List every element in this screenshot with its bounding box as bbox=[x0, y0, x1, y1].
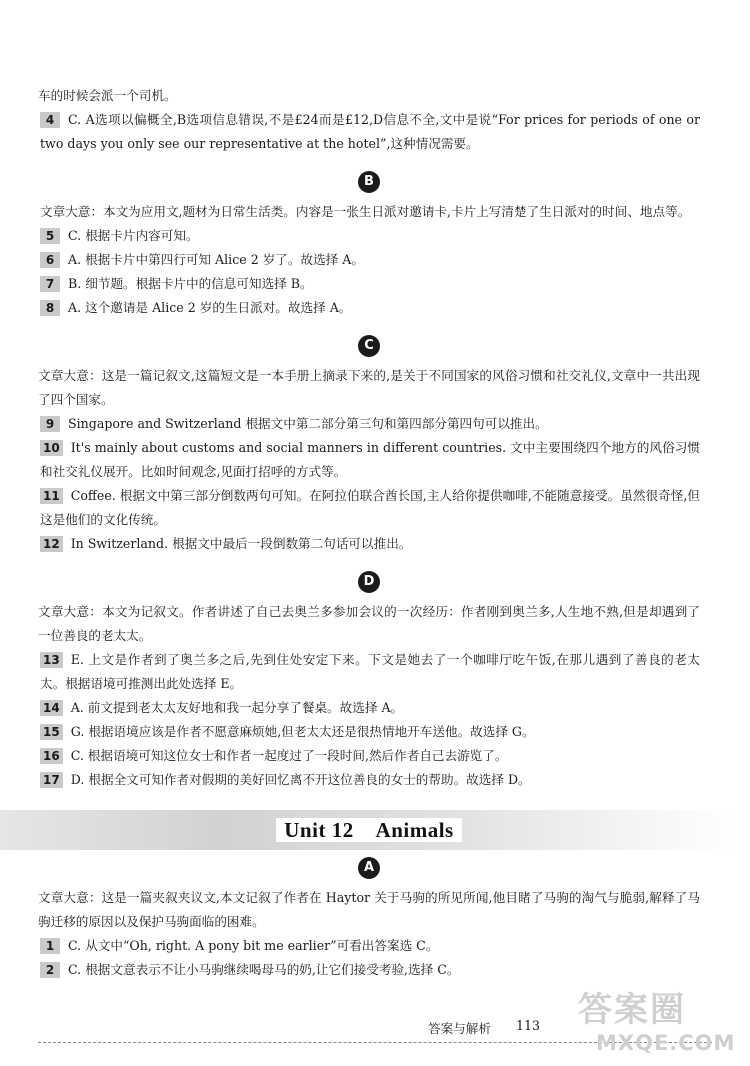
section-d-heading bbox=[38, 570, 700, 594]
answer-12 bbox=[38, 532, 700, 556]
question-number-17: 17 bbox=[40, 772, 63, 788]
question-number-12: 12 bbox=[40, 536, 63, 552]
question-number-7: 7 bbox=[40, 276, 60, 292]
answer-10-text: It's mainly about customs and social manners in different countries. 文中主要围绕四个地方的风俗习惯和社交礼仪展开。比如时间观念,见面打招呼的方式等。 bbox=[40, 440, 700, 479]
document-body bbox=[38, 84, 700, 982]
answer-15-text: G. 根据语境应该是作者不愿意麻烦她,但老太太还是很热情地开车送他。故选择 G。 bbox=[70, 724, 535, 739]
answer-5 bbox=[38, 224, 700, 248]
answer-13-text: E. 上文是作者到了奥兰多之后,先到住处安定下来。下文是她去了一个咖啡厅吃午饭,在那儿遇到了善良的老太太。根据语境可推测出此处选择 E。 bbox=[40, 652, 700, 691]
unit-section-a-heading bbox=[38, 856, 700, 880]
unit-question-number-2: 2 bbox=[40, 962, 60, 978]
answer-5-text: C. 根据卡片内容可知。 bbox=[68, 228, 199, 243]
footer-label: 答案与解析 bbox=[428, 1021, 491, 1036]
unit-title-text: Unit 12 Animals bbox=[276, 818, 461, 842]
unit-section-a-summary: 文章大意：这是一篇夹叙夹议文,本文记叙了作者在 Haytor 关于马驹的所见所闻,他目睹了马驹的淘气与脆弱,解释了马驹迁移的原因以及保护马驹面临的困难。 bbox=[38, 890, 700, 929]
section-d-summary: 文章大意：本文为记叙文。作者讲述了自己去奥兰多参加会议的一次经历：作者刚到奥兰多,人生地不熟,但是却遇到了一位善良的老太太。 bbox=[38, 604, 700, 643]
answer-10 bbox=[38, 436, 700, 484]
question-number-4: 4 bbox=[40, 112, 60, 128]
question-number-14: 14 bbox=[40, 700, 63, 716]
answer-8 bbox=[38, 296, 700, 320]
question-number-8: 8 bbox=[40, 300, 60, 316]
answer-4 bbox=[38, 108, 700, 156]
answer-7 bbox=[38, 272, 700, 296]
question-number-15: 15 bbox=[40, 724, 63, 740]
section-badge-c: C bbox=[358, 335, 380, 357]
question-number-5: 5 bbox=[40, 228, 60, 244]
question-number-10: 10 bbox=[40, 440, 63, 456]
section-badge-a: A bbox=[358, 857, 380, 879]
watermark-line-1: 答案圈 bbox=[578, 990, 686, 1030]
answer-17-text: D. 根据全文可知作者对假期的美好回忆离不开这位善良的女士的帮助。故选择 D。 bbox=[70, 772, 531, 787]
unit-answer-2-text: C. 根据文意表示不让小马驹继续喝母马的奶,让它们接受考验,选择 C。 bbox=[68, 962, 460, 977]
question-number-13: 13 bbox=[40, 652, 63, 668]
watermark-logo bbox=[578, 990, 743, 1060]
question-number-16: 16 bbox=[40, 748, 63, 764]
section-c-summary: 文章大意：这是一篇记叙文,这篇短文是一本手册上摘录下来的,是关于不同国家的风俗习惯和社交礼仪,文章中一共出现了四个国家。 bbox=[38, 368, 700, 407]
answer-9 bbox=[38, 412, 700, 436]
question-number-6: 6 bbox=[40, 252, 60, 268]
answer-12-text: In Switzerland. 根据文中最后一段倒数第二句话可以推出。 bbox=[70, 536, 412, 551]
section-badge-d: D bbox=[358, 571, 380, 593]
answer-16-text: C. 根据语境可知这位女士和作者一起度过了一段时间,然后作者自己去游览了。 bbox=[70, 748, 508, 763]
section-c-heading bbox=[38, 334, 700, 358]
answer-6 bbox=[38, 248, 700, 272]
answer-6-text: A. 根据卡片中第四行可知 Alice 2 岁了。故选择 A。 bbox=[68, 252, 364, 267]
unit-title bbox=[0, 818, 738, 843]
question-number-9: 9 bbox=[40, 416, 60, 432]
answer-11 bbox=[38, 484, 700, 532]
answer-14 bbox=[38, 696, 700, 720]
answer-11-text: Coffee. 根据文中第三部分倒数两句可知。在阿拉伯联合酋长国,主人给你提供咖啡,不能随意接受。虽然很奇怪,但这是他们的文化传统。 bbox=[40, 488, 700, 527]
unit-heading-band bbox=[0, 810, 738, 850]
section-b-summary: 文章大意：本文为应用文,题材为日常生活类。内容是一张生日派对邀请卡,卡片上写清楚了生日派对的时间、地点等。 bbox=[40, 204, 691, 219]
answer-9-text: Singapore and Switzerland 根据文中第二部分第三句和第四部分第四句可以推出。 bbox=[68, 416, 548, 431]
question-number-11: 11 bbox=[40, 488, 63, 504]
watermark-line-2: MXQE.COM bbox=[596, 1031, 736, 1055]
answer-17 bbox=[38, 768, 700, 792]
continued-paragraph: 车的时候会派一个司机。 bbox=[38, 88, 177, 103]
answer-15 bbox=[38, 720, 700, 744]
unit-answer-2 bbox=[38, 958, 700, 982]
answer-7-text: B. 细节题。根据卡片中的信息可知选择 B。 bbox=[68, 276, 313, 291]
answer-4-text: C. A选项以偏概全,B选项信息错误,不是£24而是£12,D信息不全,文中是说“For prices for periods of one or two days you only see our representative at the hotel”,这种情况需要。 bbox=[40, 112, 700, 151]
unit-question-number-1: 1 bbox=[40, 938, 60, 954]
answer-13 bbox=[38, 648, 700, 696]
section-b-heading bbox=[38, 170, 700, 194]
answer-14-text: A. 前文提到老太太友好地和我一起分享了餐桌。故选择 A。 bbox=[70, 700, 404, 715]
answer-16 bbox=[38, 744, 700, 768]
answer-8-text: A. 这个邀请是 Alice 2 岁的生日派对。故选择 A。 bbox=[68, 300, 352, 315]
unit-answer-1 bbox=[38, 934, 700, 958]
section-badge-b: B bbox=[358, 171, 380, 193]
page-number: 113 bbox=[516, 1018, 541, 1033]
unit-answer-1-text: C. 从文中“Oh, right. A pony bit me earlier”可看出答案选 C。 bbox=[68, 938, 439, 953]
